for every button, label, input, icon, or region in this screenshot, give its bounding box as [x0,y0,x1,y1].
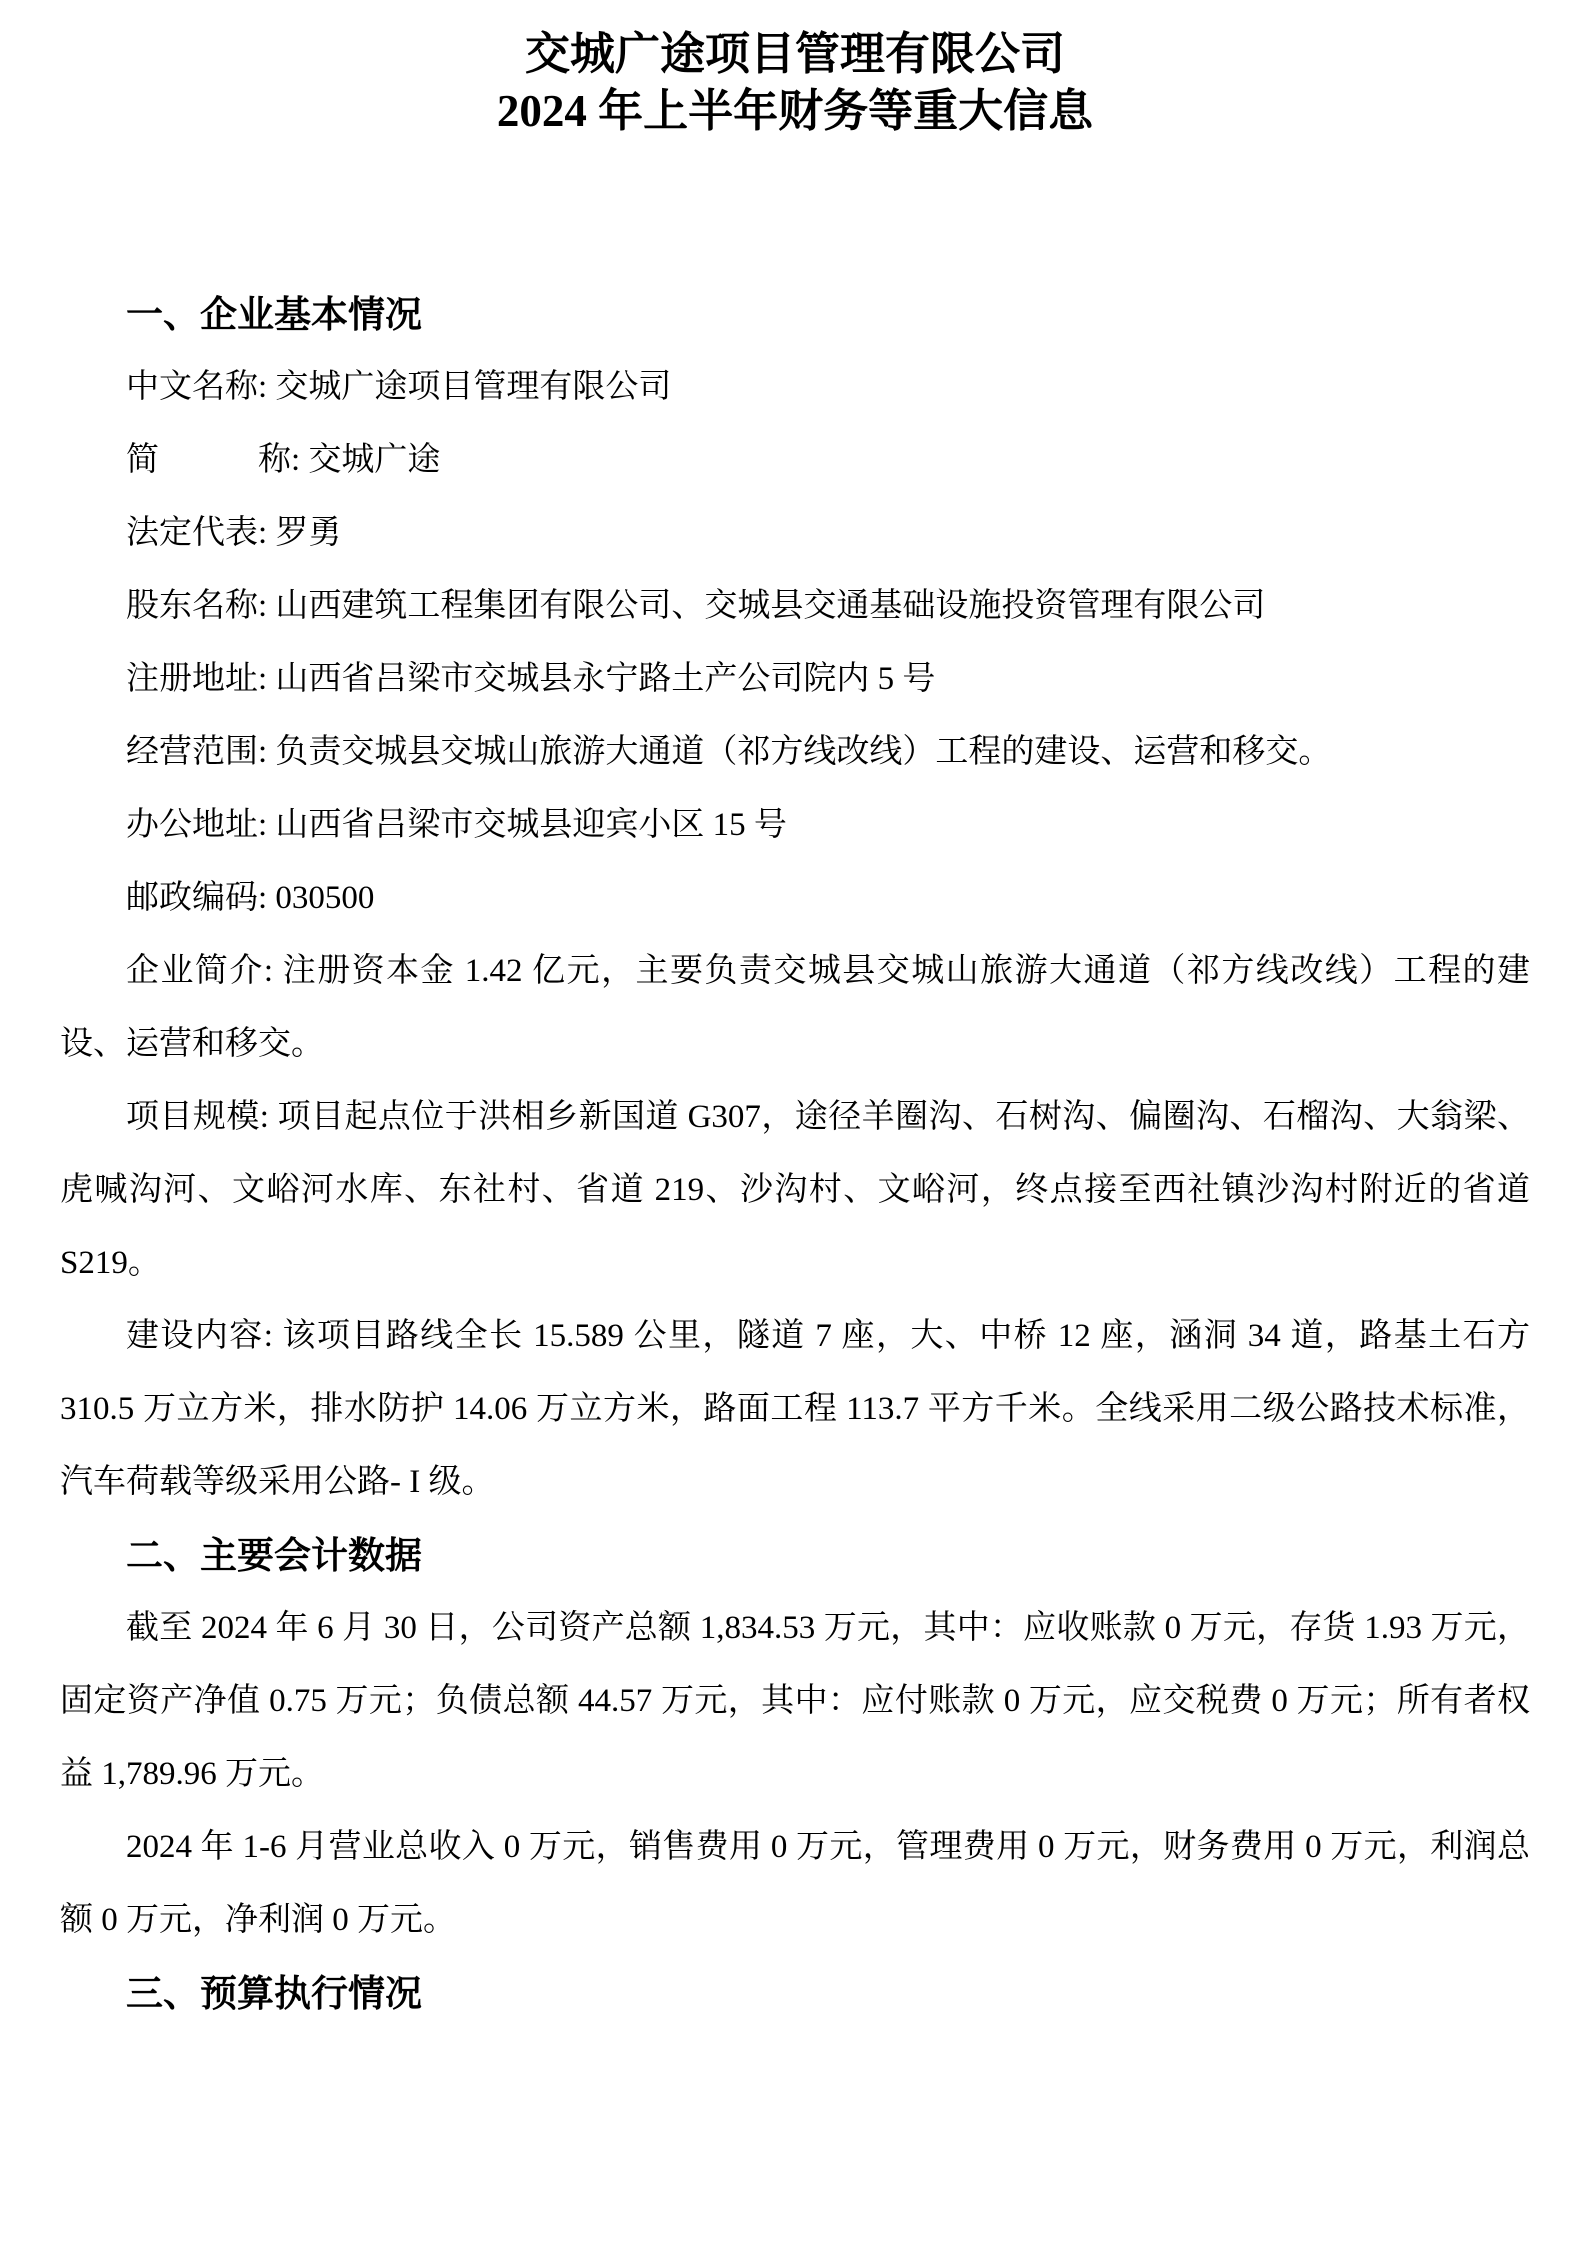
paragraph-business-scope: 经营范围: 负责交城县交城山旅游大通道（祁方线改线）工程的建设、运营和移交。 [126,734,1332,770]
doc-title-line-1: 交城广途项目管理有限公司 [524,29,1065,79]
section-heading-basic-info: 一、企业基本情况 [126,294,422,335]
paragraph-postal-code: 邮政编码: 030500 [126,880,375,916]
paragraph-company-intro: 企业简介: 注册资本金 1.42 亿元，主要负责交城县交城山旅游大通道（祁方线改线）工程的建设、运营和移交。 [60,953,1530,1062]
paragraph-construction: 建设内容: 该项目路线全长 15.589 公里，隧道 7 座，大、中桥 12 座，涵洞 34 道，路基土石方 310.5 万立方米，排水防护 14.06 万立方米，路面工程 113.7 平方千米。全线采用二级公路技术标准，汽车荷载等级采用公路- I 级。 [60,1318,1530,1500]
paragraph-balance-sheet: 截至 2024 年 6 月 30 日，公司资产总额 1,834.53 万元，其中：应收账款 0 万元，存货 1.93 万元，固定资产净值 0.75 万元；负债总额 44.57 万元，其中：应付账款 0 万元，应交税费 0 万元；所有者权益 1,789.96 万元。 [60,1610,1530,1792]
paragraph-short-name: 简 称: 交城广途 [126,442,441,478]
paragraph-reg-address: 注册地址: 山西省吕梁市交城县永宁路土产公司院内 5 号 [126,661,936,697]
paragraph-office-address: 办公地址: 山西省吕梁市交城县迎宾小区 15 号 [126,807,787,843]
section-heading-accounting-data: 二、主要会计数据 [126,1535,422,1576]
paragraph-shareholders: 股东名称: 山西建筑工程集团有限公司、交城县交通基础设施投资管理有限公司 [126,588,1266,624]
paragraph-project-scale: 项目规模: 项目起点位于洪相乡新国道 G307，途径羊圈沟、石树沟、偏圈沟、石榴沟、大翁梁、虎喊沟河、文峪河水库、东社村、省道 219、沙沟村、文峪河，终点接至西社镇沙沟村附近的省道 S219。 [60,1099,1530,1281]
doc-title-line-2: 2024 年上半年财务等重大信息 [496,86,1094,136]
paragraph-chinese-name: 中文名称: 交城广途项目管理有限公司 [126,369,672,405]
section-heading-budget-execution: 三、预算执行情况 [126,1973,422,2014]
paragraph-legal-rep: 法定代表: 罗勇 [126,515,342,551]
paragraph-income: 2024 年 1-6 月营业总收入 0 万元，销售费用 0 万元，管理费用 0 万元，财务费用 0 万元，利润总额 0 万元，净利润 0 万元。 [60,1829,1530,1938]
